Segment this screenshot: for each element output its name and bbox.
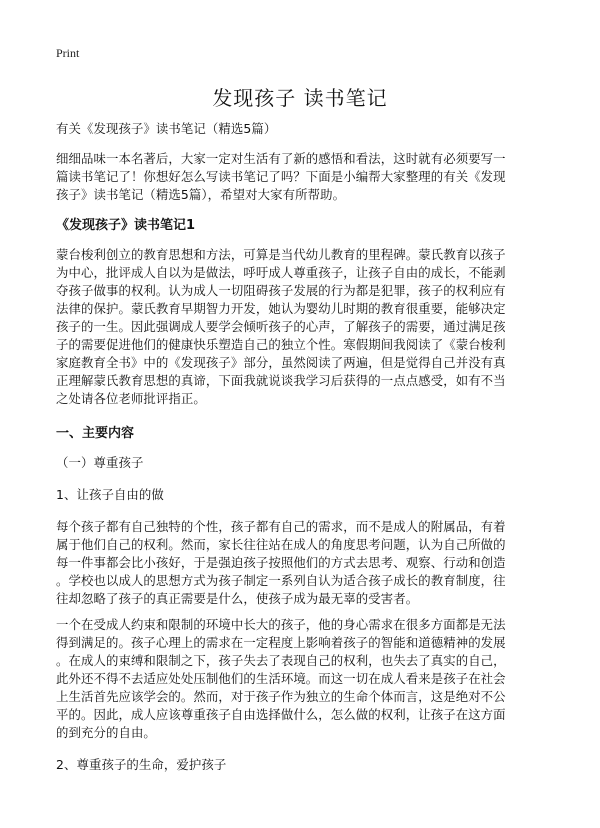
document-subtitle (56, 120, 548, 138)
paragraph-line: 法律的保护。蒙氏教育早期智力开发，她认为婴幼儿时期的教育很重要，能够决定 (56, 301, 506, 316)
document-title: 发现孩子 读书笔记 (212, 86, 388, 110)
sub-heading-block (56, 454, 548, 472)
paragraph-line: 一个在受成人约束和限制的环境中长大的孩子，他的身心需求在很多方面都是无法 (56, 617, 506, 632)
paragraph-line: 属于他们自己的权利。然而，家长往往站在成人的角度思考问题，认为自己所做的 (56, 537, 506, 552)
paragraph-line: 子的需要促进他们的健康快乐塑造自己的独立个性。寒假期间我阅读了《蒙台梭利 (56, 337, 506, 352)
paragraph-line: 往却忽略了孩子的真正需要是什么，使孩子成为最无辜的受害者。 (56, 591, 419, 606)
item2-heading-block (56, 756, 548, 774)
paragraph-line: 此外还不得不去适应处处压制他们的生活环境。而这一切在成人看来是孩子在社会 (56, 671, 506, 686)
paragraph-line: 得到满足的。孩子心理上的需求在一定程度上影响着孩子的智能和道德精神的发展 (56, 635, 506, 650)
paragraph-line: 的到充分的自由。 (56, 725, 156, 740)
paragraph-line: 夺孩子做事的权利。认为成人一切阻碍孩子发展的行为都是犯罪，孩子的权利应有 (56, 283, 506, 298)
intro-line: 孩子》读书笔记（精选5篇），希望对大家有所帮助。 (56, 187, 346, 202)
paragraph-b (56, 616, 548, 742)
paragraph-line: 蒙台梭利创立的教育思想和方法，可算是当代幼儿教育的里程碑。蒙氏教育以孩子 (56, 247, 506, 262)
intro-paragraph (56, 150, 548, 204)
item2-heading: 2、尊重孩子的生命，爱护孩子 (56, 757, 227, 772)
subtitle-text: 有关《发现孩子》读书笔记（精选5篇） (56, 121, 277, 136)
paragraph-line: 孩子的一生。因此强调成人要学会倾听孩子的心声，了解孩子的需要，通过满足孩 (56, 319, 506, 334)
section1-heading: 《发现孩子》读书笔记1 (56, 218, 196, 233)
paragraph-line: 为中心，批评成人自以为是做法，呼吁成人尊重孩子，让孩子自由的成长，不能剥 (56, 265, 506, 280)
respect-child-heading: （一）尊重孩子 (56, 455, 144, 470)
section1-paragraph (56, 246, 548, 408)
section1-heading-block (56, 214, 548, 235)
paragraph-line: 上生活首先应该学会的。然而，对于孩子作为独立的生命个体而言，这是绝对不公 (56, 689, 506, 704)
paragraph-line: 。学校也以成人的思想方式为孩子制定一系列自认为适合孩子成长的教育制度，往 (56, 573, 506, 588)
main-content-heading-block (56, 422, 548, 443)
item1-heading-block (56, 486, 548, 504)
paragraph-a (56, 518, 548, 608)
paragraph-line: 每一件事都会比小孩好，于是强迫孩子按照他们的方式去思考、观察、行动和创造 (56, 555, 506, 570)
main-content-heading: 一、主要内容 (56, 426, 135, 441)
paragraph-line: 正理解蒙氏教育思想的真谛，下面我就说谈我学习后获得的一点点感受，如有不当 (56, 373, 506, 388)
intro-line: 细细品味一本名著后，大家一定对生活有了新的感悟和看法，这时就有必须要写一 (56, 151, 506, 166)
print-label: Print (56, 46, 80, 60)
paragraph-line: 。在成人的束缚和限制之下，孩子失去了表现自己的权利，也失去了真实的自己， (56, 653, 506, 668)
paragraph-line: 每个孩子都有自己独特的个性，孩子都有自己的需求，而不是成人的附属品，有着 (56, 519, 506, 534)
item1-heading: 1、让孩子自由的做 (56, 487, 164, 502)
paragraph-line: 之处请各位老师批评指正。 (56, 391, 206, 406)
paragraph-line: 平的。因此，成人应该尊重孩子自由选择做什么，怎么做的权利，让孩子在这方面 (56, 707, 506, 722)
paragraph-line: 家庭教育全书》中的《发现孩子》部分，虽然阅读了两遍，但是觉得自己并没有真 (56, 355, 506, 370)
intro-line: 篇读书笔记了！你想好怎么写读书笔记了吗？下面是小编帮大家整理的有关《发现 (56, 169, 506, 184)
